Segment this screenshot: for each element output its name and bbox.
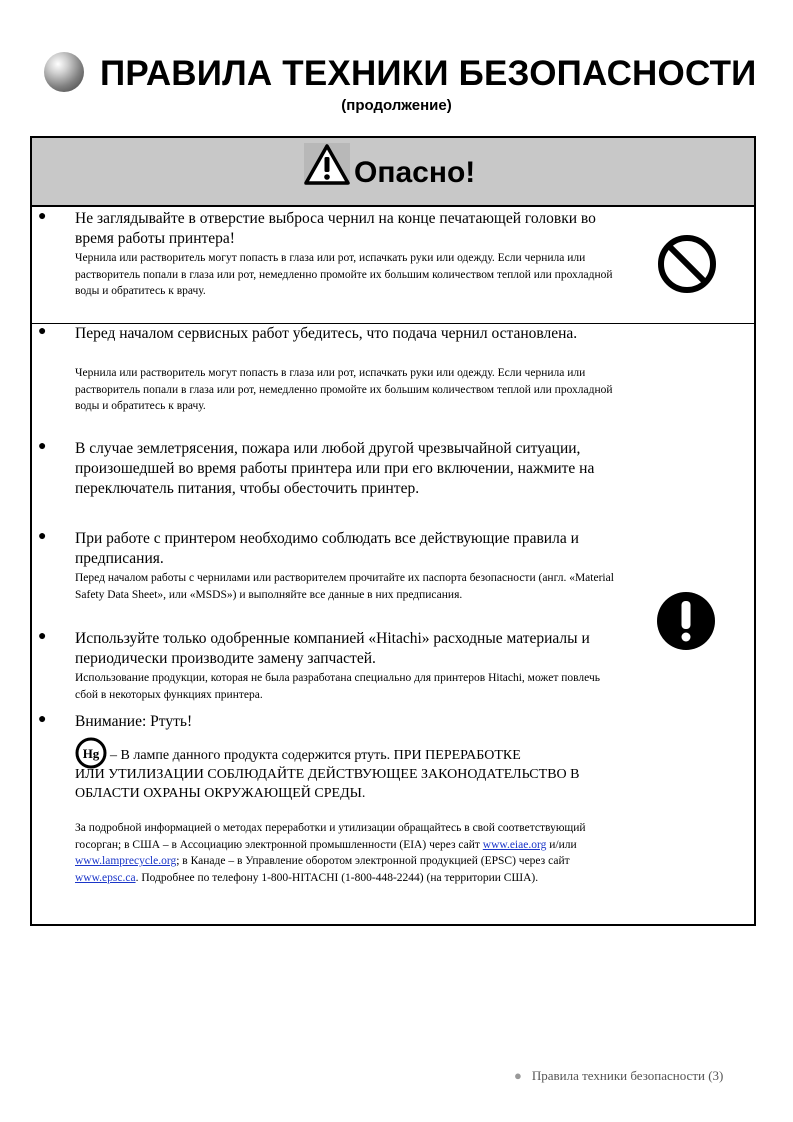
item-lead: Перед началом сервисных работ убедитесь, что подача чернил остановлена. bbox=[75, 325, 578, 342]
danger-label: Опасно! bbox=[354, 156, 476, 189]
footer-text: Правила техники безопасности (3) bbox=[531, 1068, 724, 1083]
mercury-info-4: . Подробнее по телефону 1-800-HITACHI (1-800-448-2244) (на территории США). bbox=[135, 872, 539, 885]
bullet: ● bbox=[38, 209, 47, 224]
mercury-lead: Внимание: Ртуть! bbox=[75, 713, 193, 730]
bullet: ● bbox=[38, 629, 47, 644]
item-detail: Чернила или растворитель могут попасть в глаза или рот, испачкать руки или одежду. Если чернила или растворитель попали в глаза или рот, немедленно промойте их большим количеством теплой или прохладной воды и обратитесь к врачу. bbox=[75, 367, 613, 413]
mercury-info-2: и/или bbox=[549, 838, 577, 851]
item-detail: Чернила или растворитель могут попасть в глаза или рот, испачкать руки или одежду. Если чернила или растворитель попали в глаза или рот, немедленно промойте их большим количеством теплой или прохладной воды и обратитесь к врачу. bbox=[75, 252, 613, 298]
mercury-info-1: За подробной информацией о методах переработки и утилизации обращайтесь в свой соответствующий госорган; в США – в Ассоциацию электронной промышленности (EIA) через сайт bbox=[75, 822, 586, 851]
bullet: ● bbox=[38, 439, 47, 454]
page-subtitle: (продолжение) bbox=[341, 97, 452, 114]
page-title: ПРАВИЛА ТЕХНИКИ БЕЗОПАСНОСТИ bbox=[100, 54, 757, 93]
item-lead: Не заглядывайте в отверстие выброса чернил на конце печатающей головки во время работы принтера! bbox=[75, 210, 596, 247]
link-epsc[interactable]: www.epsc.ca bbox=[75, 872, 136, 885]
mercury-warning bbox=[32, 738, 632, 801]
item-lead: В случае землетрясения, пожара или любой другой чрезвычайной ситуации, произошедшей во время работы принтера или при его включении, нажмите на переключатель питания, чтобы обесточить принтер. bbox=[75, 440, 595, 497]
danger-header bbox=[32, 138, 754, 207]
mandatory-exclamation-icon bbox=[655, 590, 717, 652]
danger-section-prohibit bbox=[32, 207, 754, 324]
mercury-warning-rest: ИЛИ УТИЛИЗАЦИИ СОБЛЮДАЙТЕ ДЕЙСТВУЮЩЕЕ ЗАКОНОДАТЕЛЬСТВО В ОБЛАСТИ ОХРАНЫ ОКРУЖАЮЩЕЙ СРЕДЫ. bbox=[75, 767, 580, 801]
hg-symbol: Hg bbox=[82, 746, 100, 761]
bullet: ● bbox=[38, 324, 47, 339]
item-lead: Используйте только одобренные компанией «Hitachi» расходные материалы и периодически производите замену запчастей. bbox=[75, 630, 590, 667]
link-eiae[interactable]: www.eiae.org bbox=[482, 838, 547, 851]
bullet: ● bbox=[38, 712, 47, 727]
bullet: ● bbox=[38, 529, 47, 544]
footer-bullet: ● bbox=[514, 1068, 522, 1083]
warning-triangle-icon bbox=[302, 141, 352, 187]
mercury-info bbox=[75, 820, 605, 887]
sphere-bullet-icon bbox=[44, 52, 84, 92]
item-detail: Перед началом работы с чернилами или растворителем прочитайте их паспорта безопасности (англ. «Material Safety Data Sheet», или «MSDS») и выполняйте все данные в них предписания. bbox=[75, 572, 614, 601]
link-lamprecycle[interactable]: www.lamprecycle.org bbox=[75, 855, 177, 868]
danger-box bbox=[30, 136, 756, 926]
mercury-info-3: ; в Канаде – в Управление оборотом электронной продукцией (EPSC) через сайт bbox=[176, 855, 570, 868]
item-lead: При работе с принтером необходимо соблюдать все действующие правила и предписания. bbox=[75, 530, 579, 567]
page-footer bbox=[514, 1068, 723, 1084]
danger-section-mandatory bbox=[32, 324, 754, 924]
mercury-warning-first: – В лампе данного продукта содержится ртуть. ПРИ ПЕРЕРАБОТКЕ bbox=[110, 748, 521, 763]
item-detail: Использование продукции, которая не была разработана специально для принтеров Hitachi, может повлечь сбой в некоторых функциях принтера. bbox=[75, 672, 600, 701]
prohibited-icon bbox=[656, 233, 718, 295]
